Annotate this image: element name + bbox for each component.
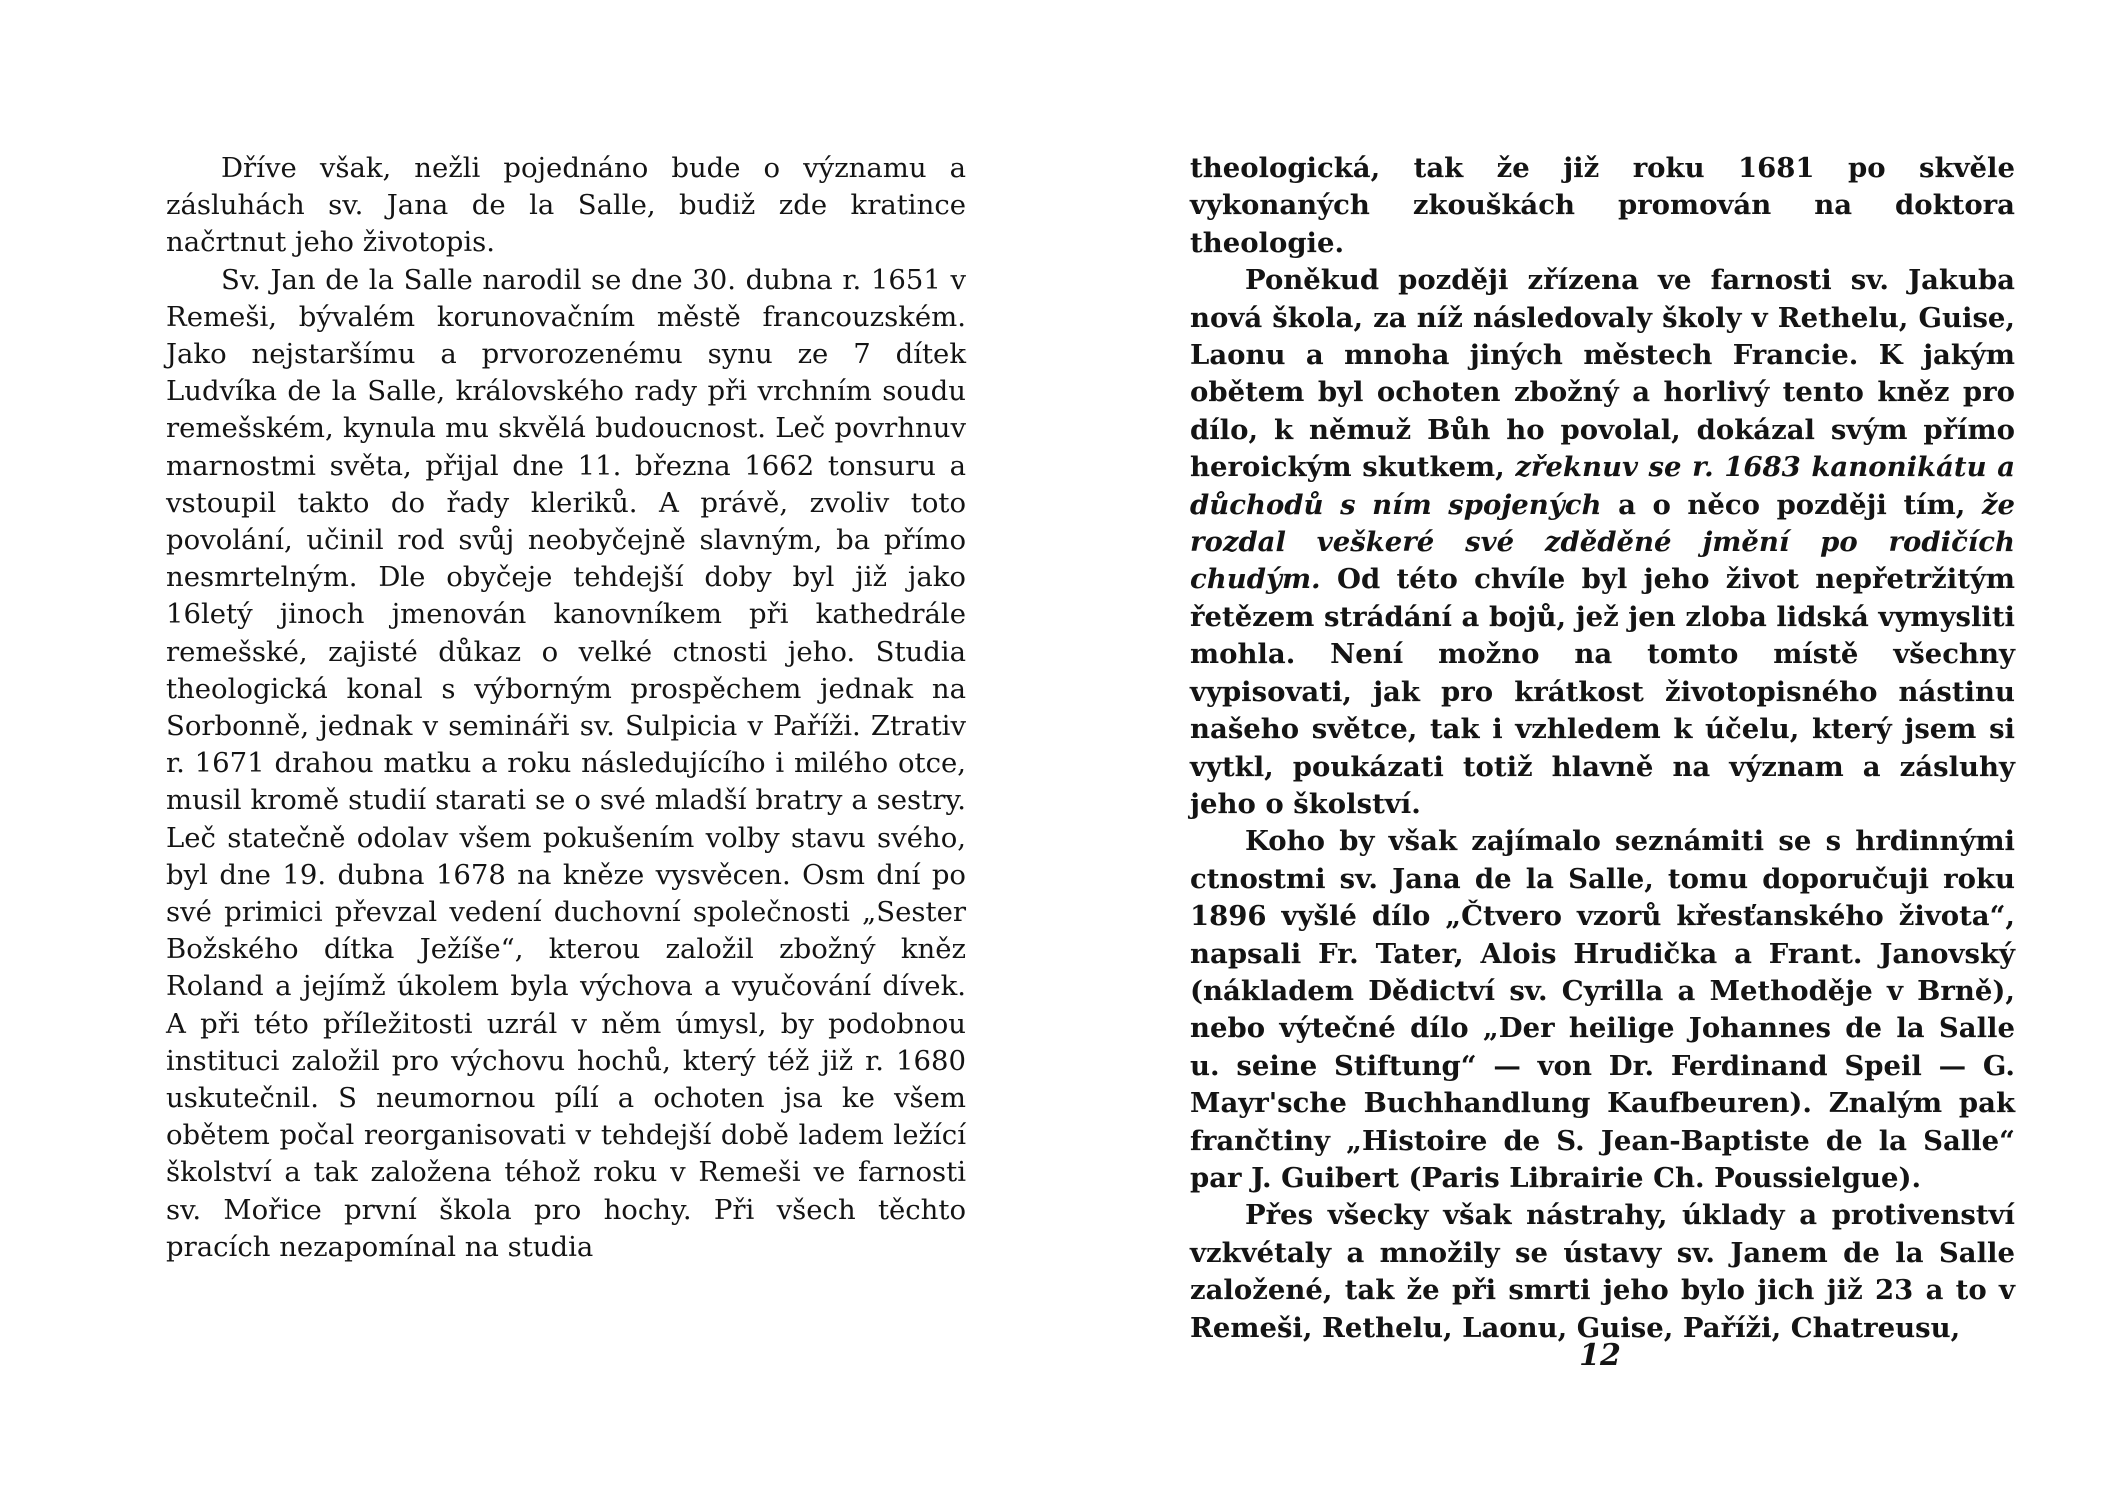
- italic-inheritance: že rozdal veškeré své zděděné jmění po rodičích chudým.: [1190, 488, 2016, 596]
- left-paragraph-1: Dříve však, nežli pojednáno bude o významu a zásluhách sv. Jana de la Salle, budiž zde kratince načrtnut jeho životopis.: [166, 152, 966, 259]
- right-paragraph-1: theologická, tak že již roku 1681 po skvěle vykonaných zkouškách promován na doktora theologie.: [1190, 152, 2015, 259]
- right-paragraph-3: Koho by však zajímalo seznámiti se s hrdinnými ctnostmi sv. Jana de la Salle, tomu doporučuji roku 1896 vyšlé dílo „Čtvero vzorů křesťanského života“, napsali Fr. Tater, Alois Hrudička a Frant. Janovský (nákladem Dědictví sv. Cyrilla a Methoděje v Brně), nebo výtečné dílo „Der heilige Johannes de la Salle u. seine Stiftung“ — von Dr. Ferdinand Speil — G. Mayr'sche Buchhandlung Kaufbeuren). Znalým pak frančtiny „Histoire de S. Jean-Baptiste de la Salle“ par J. Guibert (Paris Librairie Ch. Poussielgue).: [1190, 825, 2015, 1194]
- right-page-text: [1190, 150, 2015, 1347]
- right-paragraph-2-end: Od této chvíle byl jeho život nepřetržitým řetězem strádání a bojů, jež jen zloba lidská vymysliti mohla. Není možno na tomto místě všechny vypisovati, jak pro krátkost životopisného nástinu našeho světce, tak i vzhledem k účelu, který jsem si vytkl, poukázati totiž hlavně na význam a zásluhy jeho o školství.: [1190, 563, 2015, 820]
- right-paragraph-2: [1190, 262, 2015, 823]
- right-paragraph-2-start: Poněkud později zřízena ve farnosti sv. Jakuba nová škola, za níž následovaly školy v Rethelu, Guise, Laonu a mnoha jiných městech Francie. K jakým obětem byl ochoten zbožný a horlivý tento kněz pro dílo, k němuž Bůh ho povolal, dokázal svým přímo heroickým skutkem,: [1190, 264, 2015, 484]
- italic-renunciation: zřeknuv se r. 1683 kanonikátu a důchodů s ním spojených: [1190, 451, 2016, 521]
- page-number: 12: [1579, 1338, 1621, 1373]
- right-paragraph-2-middle: a o něco později tím,: [1618, 488, 1966, 521]
- left-page-text: [166, 150, 966, 1266]
- right-paragraph-4: Přes všecky však nástrahy, úklady a protivenství vzkvétaly a množily se ústavy sv. Janem de la Salle založené, tak že při smrti jeho bylo jich již 23 a to v Remeši, Rethelu, Laonu, Guise, Paříži, Chatreusu,: [1190, 1199, 2015, 1344]
- left-paragraph-2: Sv. Jan de la Salle narodil se dne 30. dubna r. 1651 v Remeši, bývalém korunovačním městě francouzském. Jako nejstaršímu a prvorozenému synu ze 7 dítek Ludvíka de la Salle, královského rady při vrchním soudu remešském, kynula mu skvělá budoucnost. Leč povrhnuv marnostmi světa, přijal dne 11. března 1662 tonsuru a vstoupil takto do řady kleriků. A právě, zvoliv toto povolání, učinil rod svůj neobyčejně slavným, ba přímo nesmrtelným. Dle obyčeje tehdejší doby byl již jako 16letý jinoch jmenován kanovníkem při kathedrále remešské, zajisté důkaz o velké ctnosti jeho. Studia theologická konal s výborným prospěchem jednak na Sorbonně, jednak v semináři sv. Sulpicia v Paříži. Ztrativ r. 1671 drahou matku a roku následujícího i milého otce, musil kromě studií starati se o své mladší bratry a sestry. Leč statečně odolav všem pokušením volby stavu svého, byl dne 19. dubna 1678 na kněze vysvěcen. Osm dní po své primici převzal vedení duchovní společnosti „Sester Božského dítka Ježíše“, kterou založil zbožný kněz Roland a jejímž úkolem byla výchova a vyučování dívek. A při této příležitosti uzrál v něm úmysl, by podobnou instituci založil pro výchovu hochů, který též již r. 1680 uskutečnil. S neumornou pílí a ochoten jsa ke všem obětem počal reorganisovati v tehdejší době ladem ležící školství a tak založena téhož roku v Remeši ve farnosti sv. Mořice první škola pro hochy. Při všech těchto pracích nezapomínal na studia: [166, 263, 966, 1263]
